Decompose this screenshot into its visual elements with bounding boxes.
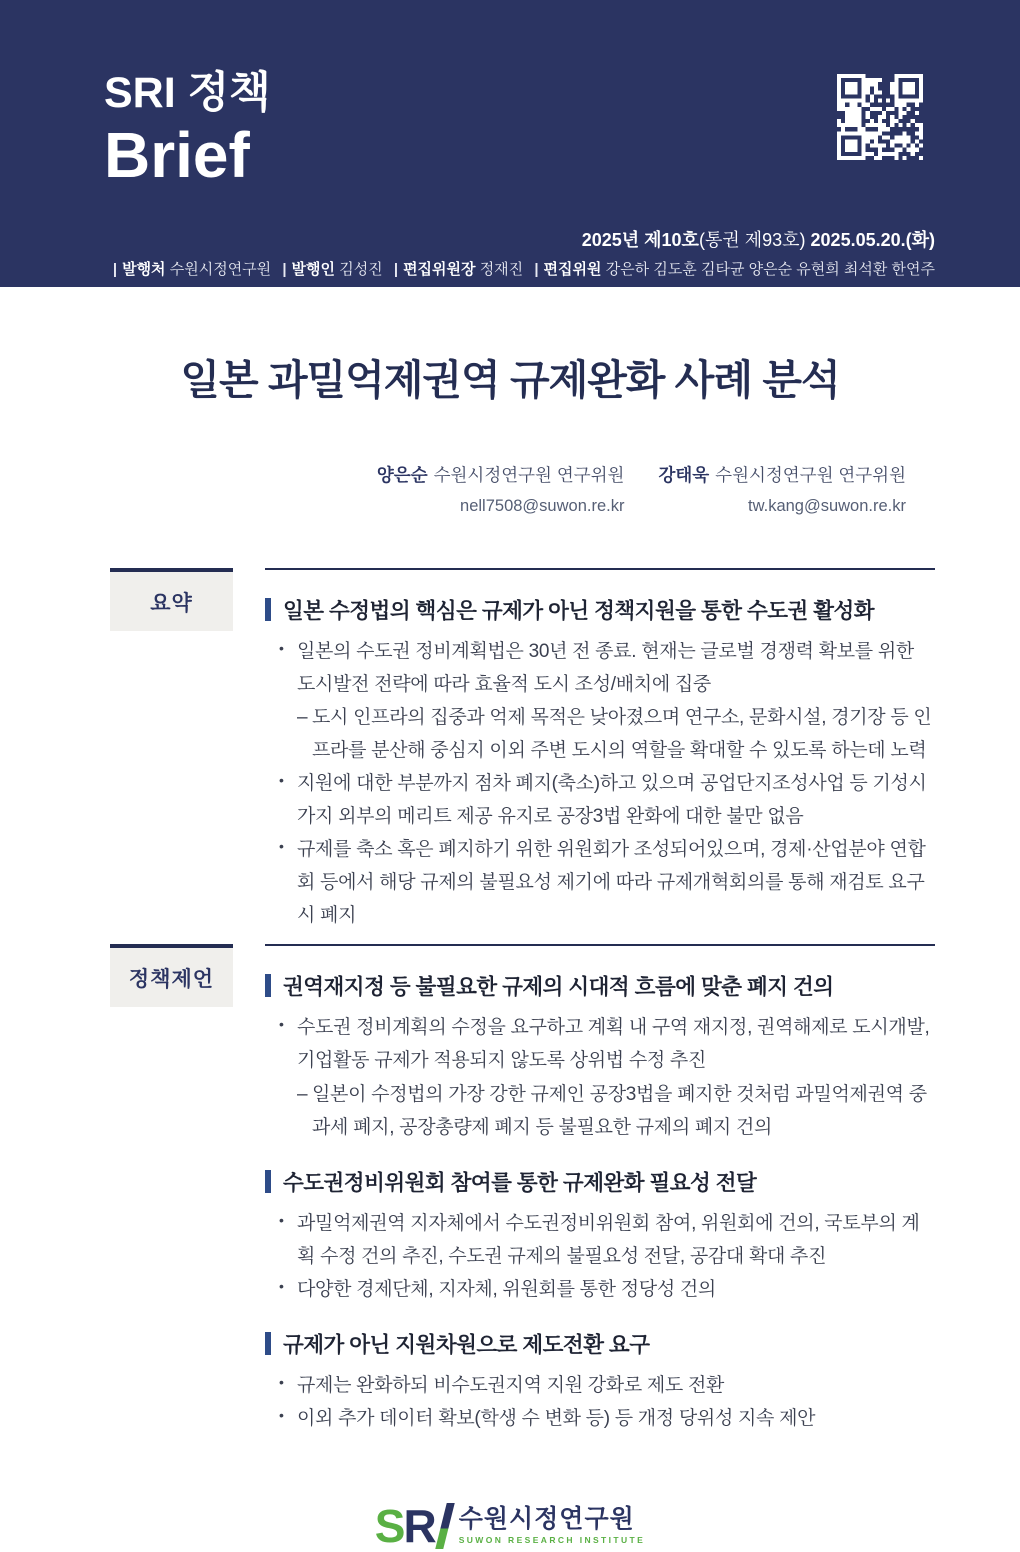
publisher-label: 발행처 [122, 261, 166, 278]
bullet-item [277, 1273, 935, 1306]
author-email[interactable]: nell7508@suwon.re.kr [460, 497, 625, 515]
issue-date: 2025.05.20.(화) [810, 230, 935, 250]
bullet-text: • 이외 추가 데이터 확보(학생 수 변화 등) 등 개정 당위성 지속 제안 [297, 1407, 816, 1429]
bullet-item [277, 1011, 935, 1143]
heading-bar-icon [265, 1332, 271, 1355]
logo-line1: SRI 정책 [104, 69, 271, 117]
logo-letter-s: S [374, 1499, 404, 1552]
qr-code-icon [835, 74, 925, 160]
section-policy-recommendations [0, 944, 1020, 1434]
issue-block [60, 226, 935, 279]
publisher-value: 정재진 [479, 261, 524, 278]
page-title: 일본 과밀억제권역 규제완화 사례 분석 [180, 357, 840, 403]
heading-bar-icon [265, 1170, 271, 1193]
publisher-label: 편집위원장 [403, 261, 476, 278]
sub-bullet-text: – 일본이 수정법의 가장 강한 규제인 공장3법을 폐지한 것처럼 과밀억제권역 중과세 폐지, 공장총량제 폐지 등 불필요한 규제의 폐지 건의 [297, 1078, 935, 1144]
section-label: 요약 [110, 568, 233, 631]
bullet-list [277, 1207, 935, 1306]
publisher-item [275, 261, 382, 278]
publisher-label: 발행인 [291, 261, 336, 278]
publisher-value: 수원시정연구원 [169, 261, 272, 278]
heading-bar-icon [265, 598, 271, 621]
section-label-column [110, 568, 233, 631]
divider: | [282, 261, 287, 278]
logo-line2: Brief [104, 119, 250, 191]
publisher-item [387, 261, 523, 278]
bullet-item [277, 1369, 935, 1402]
author-affiliation: 수원시정연구원 연구위원 [715, 465, 906, 485]
section-label: 정책제언 [110, 944, 233, 1007]
sri-brief-logo [104, 69, 271, 191]
section-summary [0, 568, 1020, 932]
publisher-value: 김성진 [339, 261, 383, 278]
bullet-text: • 다양한 경제단체, 지자체, 위원회를 통한 정당성 건의 [297, 1278, 716, 1300]
heading-bar-icon [265, 974, 271, 997]
publisher-item [527, 261, 935, 278]
bullet-text: • 수도권 정비계획의 수정을 요구하고 계획 내 구역 재지정, 권역해제로 도시개발, 기업활동 규제가 적용되지 않도록 상위법 수정 추진 [297, 1017, 930, 1072]
block-heading [265, 594, 935, 625]
masthead [0, 0, 1020, 287]
author [377, 462, 625, 516]
block-heading-text: 수도권정비위원회 참여를 통한 규제완화 필요성 전달 [283, 1170, 757, 1195]
section-content [265, 944, 935, 1434]
publisher-value: 강은하 김도훈 김타균 양은순 유현희 최석환 한연주 [605, 261, 935, 278]
sub-bullet-text: – 도시 인프라의 집중과 억제 목적은 낮아졌으며 연구소, 문화시설, 경기장 등 인프라를 분산해 중심지 이외 주변 도시의 역할을 확대할 수 있도록 하는데 노력 [297, 701, 935, 767]
bullet-item [277, 767, 935, 833]
org-name: 수원시정연구원 [458, 1505, 635, 1534]
sri-mark [374, 1499, 459, 1552]
block-heading-text: 규제가 아닌 지원차원으로 제도전환 요구 [283, 1332, 650, 1357]
author-name-affiliation [658, 462, 906, 487]
publisher-line [60, 258, 935, 279]
bullet-text: • 규제를 축소 혹은 폐지하기 위한 위원회가 조성되어있으며, 경제·산업분야 연합회 등에서 해당 규제의 불필요성 제기에 따라 규제개혁회의를 통해 재검토 요구 시 폐지 [297, 839, 926, 927]
author-name: 양은순 [376, 465, 428, 485]
block-heading [265, 1166, 935, 1197]
authors-block [0, 462, 1020, 516]
org-name-en: SUWON RESEARCH INSTITUTE [458, 1535, 646, 1546]
bullet-list [277, 1011, 935, 1143]
bullet-list [277, 635, 935, 932]
issue-serial: (통권 제93호) [698, 230, 806, 250]
bullet-text: • 일본의 수도권 정비계획법은 30년 전 종료. 현재는 글로벌 경쟁력 확보를 위한 도시발전 전략에 따라 효율적 도시 조성/배치에 집중 [297, 641, 914, 696]
bullet-list [277, 1369, 935, 1435]
author-name: 강태욱 [658, 465, 710, 485]
bullet-text: • 과밀억제권역 지자체에서 수도권정비위원회 참여, 위원회에 건의, 국토부의 계획 수정 건의 추진, 수도권 규제의 불필요성 전달, 공감대 확대 추진 [297, 1212, 920, 1267]
footer [0, 1499, 1020, 1552]
publisher-item [113, 261, 271, 278]
content-block [265, 1166, 935, 1306]
block-heading-text: 권역재지정 등 불필요한 규제의 시대적 흐름에 맞춘 폐지 건의 [283, 975, 834, 1000]
author [658, 462, 906, 516]
content-block [265, 594, 935, 932]
bullet-item [277, 833, 935, 932]
issue-number: 2025년 제10호 [581, 230, 699, 250]
content-block [265, 1328, 935, 1435]
bullet-item [277, 1207, 935, 1273]
section-content [265, 568, 935, 932]
bullet-text: • 지원에 대한 부분까지 점차 폐지(축소)하고 있으며 공업단지조성사업 등 기성시가지 외부의 메리트 제공 유지로 공장3법 완화에 대한 불만 없음 [297, 773, 927, 828]
org-name-block [459, 1507, 646, 1545]
block-heading-text: 일본 수정법의 핵심은 규제가 아닌 정책지원을 통한 수도권 활성화 [283, 599, 875, 623]
author-affiliation: 수원시정연구원 연구위원 [433, 465, 625, 485]
author-email[interactable]: tw.kang@suwon.re.kr [748, 497, 906, 515]
sri-org-logo [374, 1499, 646, 1552]
divider: | [393, 261, 399, 278]
bullet-item [277, 635, 935, 767]
bullet-item [277, 1402, 935, 1435]
issue-line [60, 226, 935, 252]
logo-slash-icon [435, 1503, 454, 1549]
section-label-column [110, 944, 233, 1007]
bullet-text: • 규제는 완화하되 비수도권지역 지원 강화로 제도 전환 [297, 1374, 725, 1396]
publisher-label: 편집위원 [543, 261, 602, 278]
content-block [265, 970, 935, 1143]
divider: | [534, 261, 539, 278]
block-heading [265, 970, 935, 1001]
block-heading [265, 1328, 935, 1359]
author-name-affiliation [377, 462, 625, 487]
logo-letter-r: R [403, 1499, 435, 1552]
divider: | [112, 261, 118, 278]
